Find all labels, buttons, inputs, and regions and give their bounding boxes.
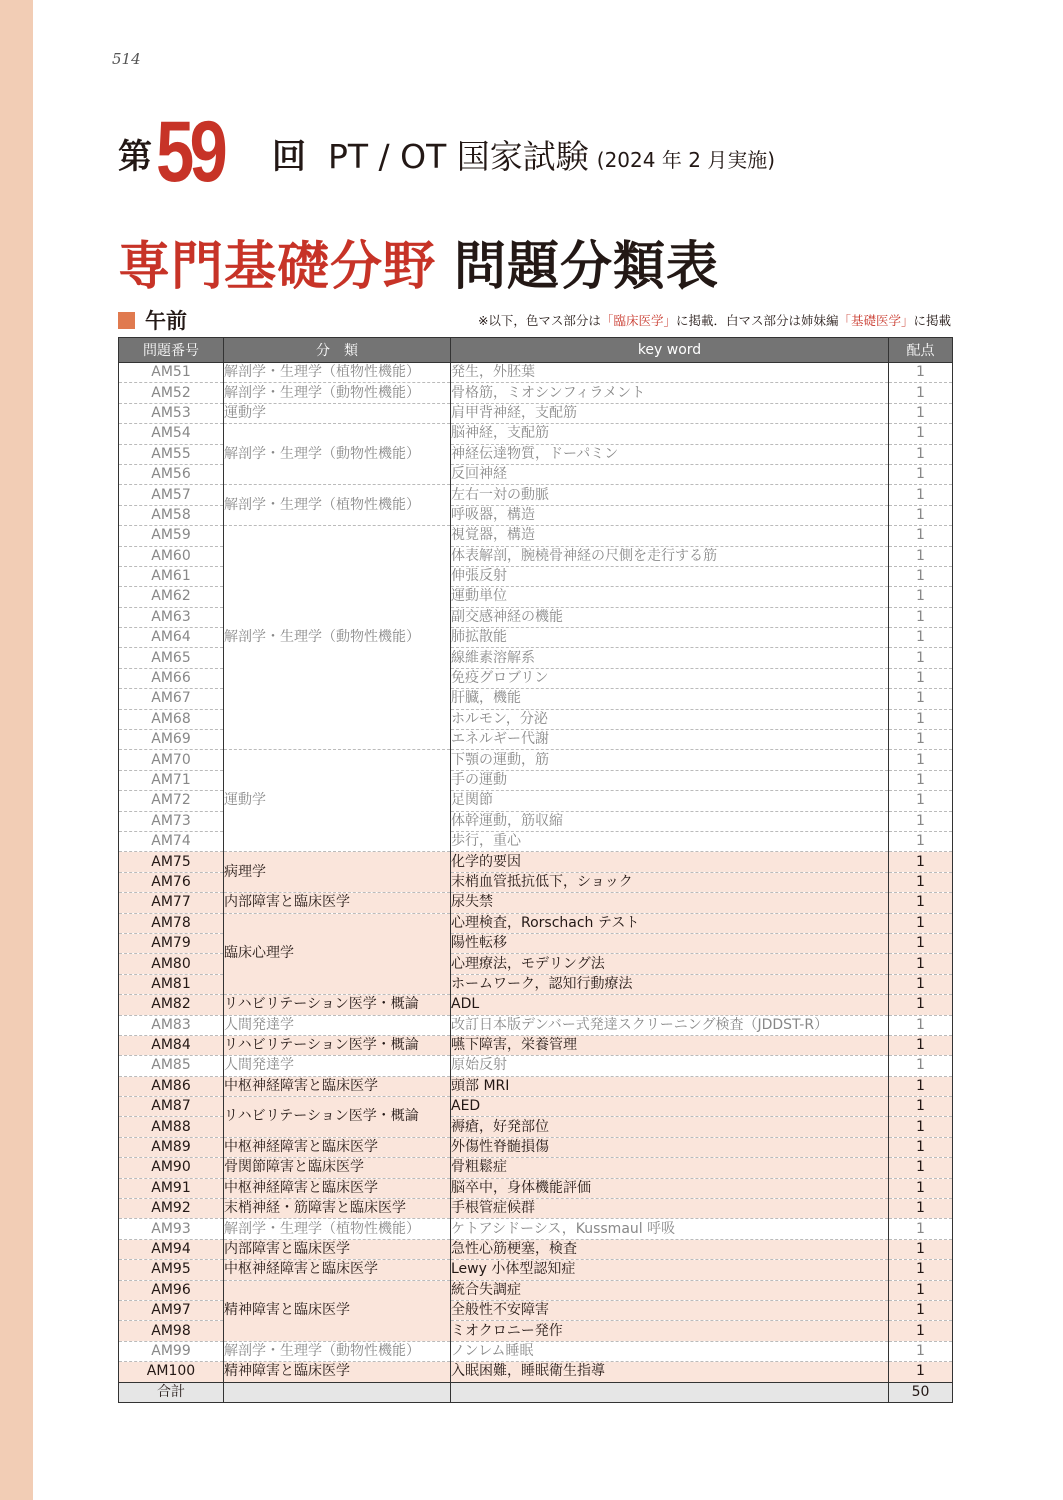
question-number: AM84 — [119, 1035, 224, 1055]
keyword-cell: 脳神経，支配筋 — [451, 424, 889, 444]
page-number: 514 — [112, 50, 141, 68]
question-number: AM52 — [119, 383, 224, 403]
note-clinical: 「臨床医学」 — [600, 313, 676, 328]
question-number: AM100 — [119, 1362, 224, 1382]
table-row — [119, 526, 953, 546]
question-number: AM89 — [119, 1137, 224, 1157]
table-row — [119, 424, 953, 444]
keyword-cell: 尿失禁 — [451, 893, 889, 913]
points-cell: 1 — [889, 995, 953, 1015]
question-number: AM54 — [119, 424, 224, 444]
points-cell: 1 — [889, 566, 953, 586]
keyword-cell: ミオクロニー発作 — [451, 1321, 889, 1341]
header-points: 配点 — [889, 338, 953, 363]
question-number: AM64 — [119, 628, 224, 648]
question-number: AM83 — [119, 1015, 224, 1035]
question-number: AM72 — [119, 791, 224, 811]
total-empty-cat — [224, 1382, 451, 1402]
question-number: AM87 — [119, 1097, 224, 1117]
keyword-cell: 視覚器，構造 — [451, 526, 889, 546]
points-cell: 1 — [889, 383, 953, 403]
category-cell: リハビリテーション医学・概論 — [224, 1035, 451, 1055]
question-number: AM88 — [119, 1117, 224, 1137]
total-empty-kw — [451, 1382, 889, 1402]
points-cell: 1 — [889, 974, 953, 994]
points-cell: 1 — [889, 1219, 953, 1239]
question-number: AM68 — [119, 709, 224, 729]
category-cell: 解剖学・生理学（動物性機能） — [224, 1341, 451, 1361]
points-cell: 1 — [889, 1199, 953, 1219]
keyword-cell: AED — [451, 1097, 889, 1117]
section-header — [118, 305, 187, 335]
title-prefix: 第 — [118, 137, 152, 177]
total-label: 合計 — [119, 1382, 224, 1402]
category-cell: 解剖学・生理学（動物性機能） — [224, 383, 451, 403]
question-number: AM63 — [119, 607, 224, 627]
keyword-cell: 心理療法，モデリング法 — [451, 954, 889, 974]
question-number: AM85 — [119, 1056, 224, 1076]
points-cell: 1 — [889, 1097, 953, 1117]
question-number: AM96 — [119, 1280, 224, 1300]
question-number: AM59 — [119, 526, 224, 546]
table-row — [119, 1056, 953, 1076]
keyword-cell: 入眠困難，睡眠衛生指導 — [451, 1362, 889, 1382]
points-cell: 1 — [889, 668, 953, 688]
keyword-cell: 伸張反射 — [451, 566, 889, 586]
keyword-cell: 末梢血管抵抗低下，ショック — [451, 872, 889, 892]
category-cell: 内部障害と臨床医学 — [224, 1239, 451, 1259]
points-cell: 1 — [889, 933, 953, 953]
question-number: AM51 — [119, 363, 224, 383]
table-row — [119, 1178, 953, 1198]
keyword-cell: ホルモン，分泌 — [451, 709, 889, 729]
points-cell: 1 — [889, 1137, 953, 1157]
keyword-cell: ノンレム睡眠 — [451, 1341, 889, 1361]
keyword-cell: 肩甲背神経，支配筋 — [451, 403, 889, 423]
category-cell: 中枢神経障害と臨床医学 — [224, 1260, 451, 1280]
table-row — [119, 1097, 953, 1117]
points-cell: 1 — [889, 403, 953, 423]
keyword-cell: エネルギー代謝 — [451, 730, 889, 750]
points-cell: 1 — [889, 709, 953, 729]
points-cell: 1 — [889, 954, 953, 974]
title-suffix: 回 — [272, 137, 306, 177]
points-cell: 1 — [889, 730, 953, 750]
category-cell: 解剖学・生理学（植物性機能） — [224, 1219, 451, 1239]
category-cell: 中枢神経障害と臨床医学 — [224, 1137, 451, 1157]
category-cell: リハビリテーション医学・概論 — [224, 1097, 451, 1138]
keyword-cell: 神経伝達物質，ドーパミン — [451, 444, 889, 464]
square-marker-icon — [118, 312, 135, 329]
heading-table: 問題分類表 — [454, 237, 720, 297]
keyword-cell: 線維素溶解系 — [451, 648, 889, 668]
points-cell: 1 — [889, 587, 953, 607]
points-cell: 1 — [889, 913, 953, 933]
question-number: AM60 — [119, 546, 224, 566]
question-number: AM76 — [119, 872, 224, 892]
table-row — [119, 995, 953, 1015]
table-row — [119, 1280, 953, 1300]
category-cell: 解剖学・生理学（動物性機能） — [224, 424, 451, 485]
points-cell: 1 — [889, 1158, 953, 1178]
question-number: AM57 — [119, 485, 224, 505]
question-number: AM77 — [119, 893, 224, 913]
table-row — [119, 1015, 953, 1035]
keyword-cell: 運動単位 — [451, 587, 889, 607]
keyword-cell: 全般性不安障害 — [451, 1300, 889, 1320]
table-row — [119, 1158, 953, 1178]
category-cell: 解剖学・生理学（動物性機能） — [224, 526, 451, 750]
points-cell: 1 — [889, 628, 953, 648]
note-text-1: ※以下，色マス部分は — [477, 313, 601, 328]
points-cell: 1 — [889, 811, 953, 831]
category-cell: 人間発達学 — [224, 1015, 451, 1035]
category-cell: 精神障害と臨床医学 — [224, 1362, 451, 1382]
keyword-cell: 手の運動 — [451, 770, 889, 790]
question-number: AM98 — [119, 1321, 224, 1341]
points-cell: 1 — [889, 791, 953, 811]
table-row — [119, 1076, 953, 1096]
header-keyword: key word — [451, 338, 889, 363]
note-text-2: に掲載．白マス部分は姉妹編 — [675, 313, 839, 328]
question-number: AM65 — [119, 648, 224, 668]
exam-name: PT / OT 国家試験 — [328, 137, 589, 176]
question-number: AM53 — [119, 403, 224, 423]
points-cell: 1 — [889, 1239, 953, 1259]
total-row — [119, 1382, 953, 1402]
points-cell: 1 — [889, 750, 953, 770]
category-cell: リハビリテーション医学・概論 — [224, 995, 451, 1015]
points-cell: 1 — [889, 1362, 953, 1382]
table-body — [119, 363, 953, 1403]
note-basic: 「基礎医学」 — [838, 313, 914, 328]
question-number: AM86 — [119, 1076, 224, 1096]
question-number: AM61 — [119, 566, 224, 586]
question-number: AM74 — [119, 831, 224, 851]
question-number: AM75 — [119, 852, 224, 872]
keyword-cell: 陽性転移 — [451, 933, 889, 953]
keyword-cell: 下顎の運動，筋 — [451, 750, 889, 770]
question-number: AM79 — [119, 933, 224, 953]
points-cell: 1 — [889, 1300, 953, 1320]
keyword-cell: 発生，外胚葉 — [451, 363, 889, 383]
points-cell: 1 — [889, 1117, 953, 1137]
question-number: AM95 — [119, 1260, 224, 1280]
question-number: AM73 — [119, 811, 224, 831]
side-strip — [0, 0, 33, 1500]
question-number: AM93 — [119, 1219, 224, 1239]
question-number: AM90 — [119, 1158, 224, 1178]
question-number: AM62 — [119, 587, 224, 607]
exam-date: (2024 年 2 月実施) — [596, 148, 776, 172]
table-row — [119, 1362, 953, 1382]
question-number: AM97 — [119, 1300, 224, 1320]
keyword-cell: Lewy 小体型認知症 — [451, 1260, 889, 1280]
points-cell: 1 — [889, 546, 953, 566]
keyword-cell: 呼吸器，構造 — [451, 505, 889, 525]
points-cell: 1 — [889, 872, 953, 892]
question-number: AM70 — [119, 750, 224, 770]
question-number: AM58 — [119, 505, 224, 525]
category-cell: 病理学 — [224, 852, 451, 893]
question-number: AM78 — [119, 913, 224, 933]
keyword-cell: 褥瘡，好発部位 — [451, 1117, 889, 1137]
points-cell: 1 — [889, 464, 953, 484]
category-cell: 骨関節障害と臨床医学 — [224, 1158, 451, 1178]
category-cell: 人間発達学 — [224, 1056, 451, 1076]
table-row — [119, 913, 953, 933]
keyword-cell: 体表解剖，腕橈骨神経の尺側を走行する筋 — [451, 546, 889, 566]
table-row — [119, 485, 953, 505]
question-number: AM82 — [119, 995, 224, 1015]
category-cell: 中枢神経障害と臨床医学 — [224, 1178, 451, 1198]
points-cell: 1 — [889, 1015, 953, 1035]
points-cell: 1 — [889, 1260, 953, 1280]
category-cell: 臨床心理学 — [224, 913, 451, 995]
points-cell: 1 — [889, 852, 953, 872]
category-cell: 解剖学・生理学（植物性機能） — [224, 363, 451, 383]
keyword-cell: 改訂日本版デンバー式発達スクリーニング検査（JDDST-R） — [451, 1015, 889, 1035]
table-row — [119, 1199, 953, 1219]
keyword-cell: 骨格筋，ミオシンフィラメント — [451, 383, 889, 403]
points-cell: 1 — [889, 1076, 953, 1096]
category-cell: 運動学 — [224, 403, 451, 423]
points-cell: 1 — [889, 1178, 953, 1198]
table-row — [119, 363, 953, 383]
keyword-cell: 肺拡散能 — [451, 628, 889, 648]
question-number: AM99 — [119, 1341, 224, 1361]
category-cell: 中枢神経障害と臨床医学 — [224, 1076, 451, 1096]
keyword-cell: 統合失調症 — [451, 1280, 889, 1300]
question-number: AM56 — [119, 464, 224, 484]
points-cell: 1 — [889, 893, 953, 913]
points-cell: 1 — [889, 607, 953, 627]
category-cell: 運動学 — [224, 750, 451, 852]
table-row — [119, 1341, 953, 1361]
category-cell: 精神障害と臨床医学 — [224, 1280, 451, 1341]
question-number: AM92 — [119, 1199, 224, 1219]
classification-table — [118, 337, 953, 1403]
points-cell: 1 — [889, 1341, 953, 1361]
points-cell: 1 — [889, 831, 953, 851]
table-header-row — [119, 338, 953, 363]
keyword-cell: 原始反射 — [451, 1056, 889, 1076]
keyword-cell: 足関節 — [451, 791, 889, 811]
legend-note — [478, 311, 951, 329]
keyword-cell: 肝臓，機能 — [451, 689, 889, 709]
table-row — [119, 383, 953, 403]
keyword-cell: 免疫グロブリン — [451, 668, 889, 688]
points-cell: 1 — [889, 485, 953, 505]
points-cell: 1 — [889, 689, 953, 709]
question-number: AM69 — [119, 730, 224, 750]
keyword-cell: 手根管症候群 — [451, 1199, 889, 1219]
keyword-cell: 化学的要因 — [451, 852, 889, 872]
question-number: AM67 — [119, 689, 224, 709]
keyword-cell: 体幹運動，筋収縮 — [451, 811, 889, 831]
points-cell: 1 — [889, 526, 953, 546]
category-cell: 内部障害と臨床医学 — [224, 893, 451, 913]
question-number: AM71 — [119, 770, 224, 790]
section-label: 午前 — [145, 309, 187, 333]
points-cell: 1 — [889, 444, 953, 464]
keyword-cell: ケトアシドーシス，Kussmaul 呼吸 — [451, 1219, 889, 1239]
points-cell: 1 — [889, 648, 953, 668]
session-number: 59 — [156, 104, 223, 200]
keyword-cell: 左右一対の動脈 — [451, 485, 889, 505]
category-cell: 解剖学・生理学（植物性機能） — [224, 485, 451, 526]
table-row — [119, 893, 953, 913]
header-number: 問題番号 — [119, 338, 224, 363]
page-heading — [118, 224, 719, 299]
keyword-cell: ホームワーク，認知行動療法 — [451, 974, 889, 994]
points-cell: 1 — [889, 363, 953, 383]
total-points: 50 — [889, 1382, 953, 1402]
keyword-cell: 嚥下障害，栄養管理 — [451, 1035, 889, 1055]
keyword-cell: ADL — [451, 995, 889, 1015]
points-cell: 1 — [889, 505, 953, 525]
header-category: 分 類 — [224, 338, 451, 363]
table-row — [119, 1219, 953, 1239]
table-row — [119, 1239, 953, 1259]
keyword-cell: 外傷性脊髄損傷 — [451, 1137, 889, 1157]
note-text-3: に掲載 — [913, 313, 951, 328]
keyword-cell: 心理検査，Rorschach テスト — [451, 913, 889, 933]
keyword-cell: 反回神経 — [451, 464, 889, 484]
table-row — [119, 1035, 953, 1055]
table-row — [119, 1137, 953, 1157]
table-row — [119, 1260, 953, 1280]
table-row — [119, 852, 953, 872]
points-cell: 1 — [889, 770, 953, 790]
keyword-cell: 頭部 MRI — [451, 1076, 889, 1096]
keyword-cell: 急性心筋梗塞，検査 — [451, 1239, 889, 1259]
exam-title — [118, 104, 776, 200]
keyword-cell: 骨粗鬆症 — [451, 1158, 889, 1178]
keyword-cell: 副交感神経の機能 — [451, 607, 889, 627]
points-cell: 1 — [889, 424, 953, 444]
keyword-cell: 歩行，重心 — [451, 831, 889, 851]
question-number: AM94 — [119, 1239, 224, 1259]
table-row — [119, 750, 953, 770]
table-row — [119, 403, 953, 423]
question-number: AM55 — [119, 444, 224, 464]
points-cell: 1 — [889, 1280, 953, 1300]
question-number: AM80 — [119, 954, 224, 974]
keyword-cell: 脳卒中，身体機能評価 — [451, 1178, 889, 1198]
question-number: AM91 — [119, 1178, 224, 1198]
question-number: AM81 — [119, 974, 224, 994]
heading-field: 専門基礎分野 — [118, 237, 437, 297]
points-cell: 1 — [889, 1056, 953, 1076]
points-cell: 1 — [889, 1035, 953, 1055]
points-cell: 1 — [889, 1321, 953, 1341]
category-cell: 末梢神経・筋障害と臨床医学 — [224, 1199, 451, 1219]
question-number: AM66 — [119, 668, 224, 688]
